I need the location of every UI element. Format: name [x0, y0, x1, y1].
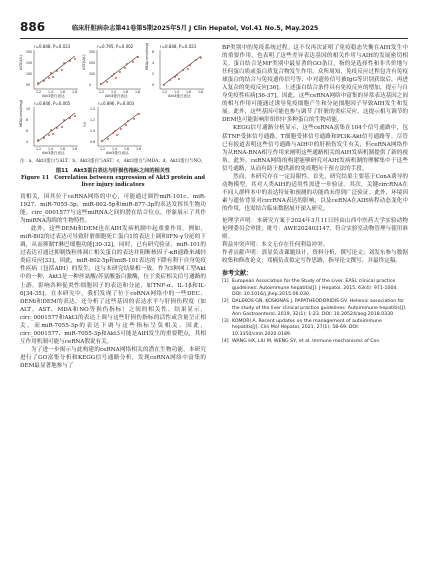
y-tick-label: 150 — [26, 61, 33, 65]
data-point — [37, 139, 39, 141]
body-paragraph: KEGG信号通路分析显示，这些ceRNA富集在104个信号通路中，包括TNF受体信号通路，T细胞受体信号通路和PI3K-Akt信号通路等。尽管已有报道表明这些信号通路与AIH中的肝损伤发生有关，但ceRNA网络作为从RNA-RNA相互作用来阐明这些通路相关的AIH发病机制提供了新的视角。此外，ceRNA网络的构建能够研究对AIH发病机制的理解集中于这些信号通路，从而有助于提供新的免疫靶向干预方法的手段。 — [222, 125, 408, 172]
y-tick-label: 10 — [26, 107, 31, 111]
figure-row-2 — [20, 101, 206, 156]
y-tick-label: 200 — [26, 50, 33, 54]
page-number: 886 — [20, 20, 46, 34]
reference-text: KOMORI A. Recent updates on the management of autoimmune hepatitis[J]. Clin Mol Hepatol, 2021, 27(1): 58-69. DOI: 10.3350/cmh.2020.0189. — [232, 318, 382, 338]
data-point — [56, 127, 58, 129]
data-point — [101, 140, 103, 142]
y-tick-label: 4 — [152, 61, 155, 65]
y-tick-label: 1.0 — [90, 129, 96, 133]
y-tick-label: 50 — [26, 83, 31, 87]
x-axis-label: Akt3蛋白表达 — [168, 94, 191, 98]
data-point — [138, 113, 140, 115]
data-point — [111, 75, 113, 77]
scatter-plot — [20, 44, 80, 99]
body-paragraph: 为了进一步揭示与此构建的ceRNA网络相关的潜在生物功能，本研究进行了GO富集分析和KEGG信号通路分析，发现ceRNA网络中富集的DEM最显著地参与了 — [20, 346, 206, 369]
x-tick-label: 1.6 — [60, 90, 66, 94]
reference-number: [2] — [222, 299, 229, 305]
y-tick-label: 300 — [89, 50, 96, 54]
plot-axes — [98, 107, 142, 146]
x-tick-label: 1.8 — [135, 90, 141, 94]
data-point — [69, 60, 71, 62]
data-point — [178, 78, 180, 80]
x-tick-label: 1.6 — [186, 90, 192, 94]
y-axis-label: ALT(U/L) — [19, 55, 23, 70]
y-tick-label: 200 — [89, 61, 96, 65]
y-axis-label: MDA(nmol/mg) — [145, 42, 149, 70]
reference-item — [222, 279, 408, 299]
data-point — [189, 64, 191, 66]
x-tick-label: 1.8 — [72, 90, 78, 94]
data-point — [50, 72, 52, 74]
data-point — [174, 76, 176, 78]
data-point — [74, 115, 76, 117]
data-point — [63, 119, 65, 121]
reference-number: [4] — [222, 338, 229, 344]
data-point — [137, 56, 139, 58]
data-point — [63, 62, 65, 64]
data-point — [50, 129, 52, 131]
y-tick-label: 1.4 — [90, 107, 96, 111]
y-tick-label: 100 — [89, 72, 96, 76]
x-tick-label: 1.4 — [174, 90, 180, 94]
x-tick-label: 1.6 — [60, 147, 66, 151]
correlation-stat: r=0.896, P=0.003 — [98, 101, 135, 106]
y-tick-label: 4 — [26, 140, 29, 144]
data-point — [187, 68, 189, 70]
reference-item — [222, 299, 408, 319]
page-header — [20, 20, 408, 39]
x-tick-label: 1.8 — [136, 147, 142, 151]
x-tick-label: 1.6 — [124, 147, 130, 151]
data-point — [200, 57, 202, 59]
references-title: 参考文献： — [222, 270, 253, 278]
figure-row-1 — [20, 44, 206, 99]
contribution-statement: 作者贡献声明：郭显负责课题设计，资料分析，撰写论文；刘发东参与数据收集和修改论文；邓楠负责拟定写作思路，指导论文撰写，并最终定稿。 — [222, 250, 408, 265]
y-axis-label: AST(U/L) — [82, 54, 86, 70]
x-tick-label: 1.8 — [198, 90, 204, 94]
data-point — [100, 83, 102, 85]
x-tick-label: 1.2 — [36, 147, 42, 151]
reference-text: WANG HX, LIU M, WENG SY, et al. Immune mechanisms of Con — [232, 338, 380, 344]
data-point — [48, 77, 50, 79]
data-point — [56, 70, 58, 72]
body-paragraph: 切相关，因其位于ceRNA网络的中心，可能通过调控miR-101c、miR-1927、miR-7055-3p、miR-802-5p和miR-877-3p的表达发挥其生物功能。circ_0001577与这些miRNA之间的潜在结合位点，形象展示了其作为miRNA海绵的生物特性。 — [20, 194, 206, 225]
regression-line — [100, 56, 138, 85]
y-tick-label: 6 — [26, 129, 29, 133]
scatter-plot — [146, 44, 206, 99]
data-point — [169, 79, 171, 81]
scatter-plot — [83, 44, 143, 99]
correlation-stat: r=0.795, P=0.002 — [97, 44, 134, 49]
x-tick-label: 1.6 — [123, 90, 129, 94]
x-tick-label: 1.2 — [99, 90, 105, 94]
x-tick-label: 1.4 — [48, 90, 54, 94]
data-point — [124, 67, 126, 69]
y-tick-label: 100 — [26, 72, 33, 76]
journal-running-title: 临床肝胆病杂志第41卷第5期2025年5月 J Clin Hepatol, Vol.41 No.5, May.2025 — [72, 25, 319, 32]
regression-line — [101, 113, 139, 142]
data-point — [107, 138, 109, 140]
data-point — [133, 118, 135, 120]
reference-list — [222, 279, 408, 345]
data-point — [116, 134, 118, 136]
data-point — [69, 117, 71, 119]
scatter-plot — [84, 101, 144, 156]
x-tick-label: 1.4 — [48, 147, 54, 151]
reference-text: European Association for the Study of the Liver. EASL clinical practice guidelines: Autoimmune hepatitis[J]. J Hepatol, 2015, 63(4): 971-1004. DOI: 10.1016/j.jhep.2015.06.030. — [232, 279, 398, 298]
data-point — [132, 61, 134, 63]
data-point — [52, 76, 54, 78]
right-column — [222, 44, 408, 345]
x-axis-label: Akt3蛋白表达 — [42, 94, 65, 98]
reference-item — [222, 339, 408, 346]
data-point — [125, 124, 127, 126]
reference-item — [222, 319, 408, 339]
y-tick-label: 0 — [89, 83, 92, 87]
reference-number: [3] — [222, 318, 229, 324]
data-point — [126, 63, 128, 65]
data-point — [106, 81, 108, 83]
data-point — [182, 69, 184, 71]
data-point — [37, 82, 39, 84]
correlation-stat: r=0.848, P=0.023 — [34, 44, 71, 49]
correlation-stat: r=0.848, P=0.023 — [160, 44, 197, 49]
y-tick-label: 8 — [26, 118, 29, 122]
data-point — [114, 130, 116, 132]
left-column — [20, 44, 206, 370]
figure-caption-cn: 图11 Akt3蛋白表达与肝损伤指标之间的相关性 — [55, 168, 171, 174]
y-tick-label: 1.2 — [90, 118, 96, 122]
y-tick-label: 2 — [152, 72, 155, 76]
data-point — [163, 84, 165, 86]
y-tick-label: 0 — [152, 83, 155, 87]
regression-line — [37, 113, 75, 142]
x-axis-label: Akt3蛋白表达 — [42, 151, 65, 155]
conflict-statement: 利益冲突声明：本文无存在任何利益冲突。 — [222, 242, 329, 249]
data-point — [176, 74, 178, 76]
y-axis-label: MDA(nmol/mg) — [19, 99, 23, 127]
data-point — [119, 71, 121, 73]
y-tick-label: 0.8 — [90, 140, 96, 144]
data-point — [52, 133, 54, 135]
data-point — [43, 137, 45, 139]
data-point — [127, 120, 129, 122]
data-point — [74, 58, 76, 60]
figure-11 — [20, 44, 206, 189]
figure-note: 注：a，Akt3蛋白与ALT；b，Akt3蛋白与AST；c，Akt3蛋白与MDA；d，Akt3蛋白与NO。 — [20, 159, 206, 164]
ethics-statement: 伦理学声明：本研究方案于2024年3月11日经由山西中医药大学实验动物伦理委员会审批，批号：AWE202403147，符合实验室动物管理与使用准则。 — [222, 217, 408, 241]
data-point — [43, 80, 45, 82]
x-axis-label: Akt3蛋白表达 — [106, 151, 129, 155]
reference-text: DALEKOS GN, KOSKINAS J, PAPATHEODORIDIS GV. Hellenic association for the study of the liver clinical practice guidelines: Autoimmune hepatitis[J]. Ann Gastroenterol, 2019, 32(1): 1-23. DOI: 10.20524/aog.2018.0330. — [232, 299, 407, 318]
body-paragraph: 然而，本研究存在一定局限性。首先，研究结果主要基于ConA诱导的动物模型，其对人类AIH的适用性需进一步验证。其次，关键circRNA在不同人群样本中的表达特征和预测的功能尚未得到广泛验证。此外，环境因素与遗传背景对circRNA表达的影响，以及ceRNA在AIH病程动态变化中的作用，也需结合临床数据展开深入研究。 — [222, 173, 408, 212]
regression-line — [37, 56, 75, 85]
y-axis-label: Y-0 — [83, 121, 87, 127]
x-tick-label: 1.2 — [162, 90, 168, 94]
x-tick-label: 1.8 — [72, 147, 78, 151]
x-tick-label: 1.2 — [36, 90, 42, 94]
scatter-plot — [20, 101, 80, 156]
plot-axes — [34, 50, 78, 89]
data-point — [61, 126, 63, 128]
body-paragraph: BP类别中的免疫系统过程。这不仅再次证明了免疫稳态失衡在AIH发生中的重要作用，也表明了这些差异表达基因的相关作用与AIH的发展密切相关。蛋白结合是MF类别中最显著的GO条目，指的是选择性和非共价地与任何蛋白质或蛋白质复合物发生作用。众所周知，免疫反应过程包含有免疫球蛋白的结合与免疫遗传信号等，中对遗传信号被IgG等识别获取后，再进入复杂的免疫反应[36]。上述蛋白结合条件具有免疫反应的增加，提示与自身免疫性疾病[36-37]。因此，这些ceRNA网络中富集的异常表达基因之间的相互作用可能通过诱导免疫细胞产生和分泌细胞因子导致AIH发生和发展。此外，这些基因可能也参与调节了肝脏的炎症反应，这提示相互调节的DEM也可能影响肝组织中多种蛋白的生物功能。 — [222, 45, 408, 124]
correlation-stat: r=0.846, P=0.005 — [34, 101, 71, 106]
data-point — [120, 128, 122, 130]
x-tick-label: 1.4 — [111, 90, 117, 94]
plot-axes — [34, 107, 78, 146]
data-point — [113, 73, 115, 75]
plot-axes — [97, 50, 141, 89]
data-point — [112, 132, 114, 134]
reference-number: [1] — [222, 279, 229, 285]
x-axis-label: Akt3蛋白表达 — [105, 94, 128, 98]
y-tick-label: 6 — [152, 50, 155, 54]
x-tick-label: 1.2 — [100, 147, 106, 151]
data-point — [61, 69, 63, 71]
plot-axes — [160, 50, 204, 89]
data-point — [195, 59, 197, 61]
data-point — [115, 77, 117, 79]
x-tick-label: 1.4 — [112, 147, 118, 151]
body-paragraph: 此外，这些DEMi和DEM也在AIH发病机制中起重要作用。例如，miR-802的过表达可导致肝脏细胞死亡蛋白1的表达上调和IFN-γ分泌的下调，从而抑制T淋巴细胞功能[30-32]。同时，已有研究验证，miR-101的过表达可通过抑制线粒体凋亡相关蛋白的表达并阻断核因子-κB通路来减轻炎症反应[33]。因此，miR-802-5p和miR-101表达的下降有利于自身免疫性疾病（包括AIH）的发生，这与本研究结果相一致。作为3种网工型Akt中的一种，Akt3是一种丝氨酸/苏氨酸蛋白激酶，位于炎症相关信号通路的上游，影响各种促炎性细胞因子的表达和分泌，如TNF-α、IL-1β和IL-6[34-35]。在本研究中，我们发现了位于ceRNA网络中的一些DEC、DEMi和DEM的表达，还分析了这些基因的表达水平与肝损伤程度（如ALT、AST、MDA和NO等损伤指标）之间的相关性。结果显示，circ_0001577和Akt3的表达上调与这些肝损伤指标的活性或含量呈正相关，而miR-7055-3p的表达下调与这些指标呈负相关。因此，circ_0001577、miR-7055-3p和Akt3可能是AIH发生的重要靶点，其相互作用机制可能与ceRNA假说有关。 — [20, 226, 206, 345]
figure-caption-en: Figure 11 Correlation between expression of Akt3 protein and liver injury indicators — [20, 175, 205, 188]
data-point — [48, 134, 50, 136]
